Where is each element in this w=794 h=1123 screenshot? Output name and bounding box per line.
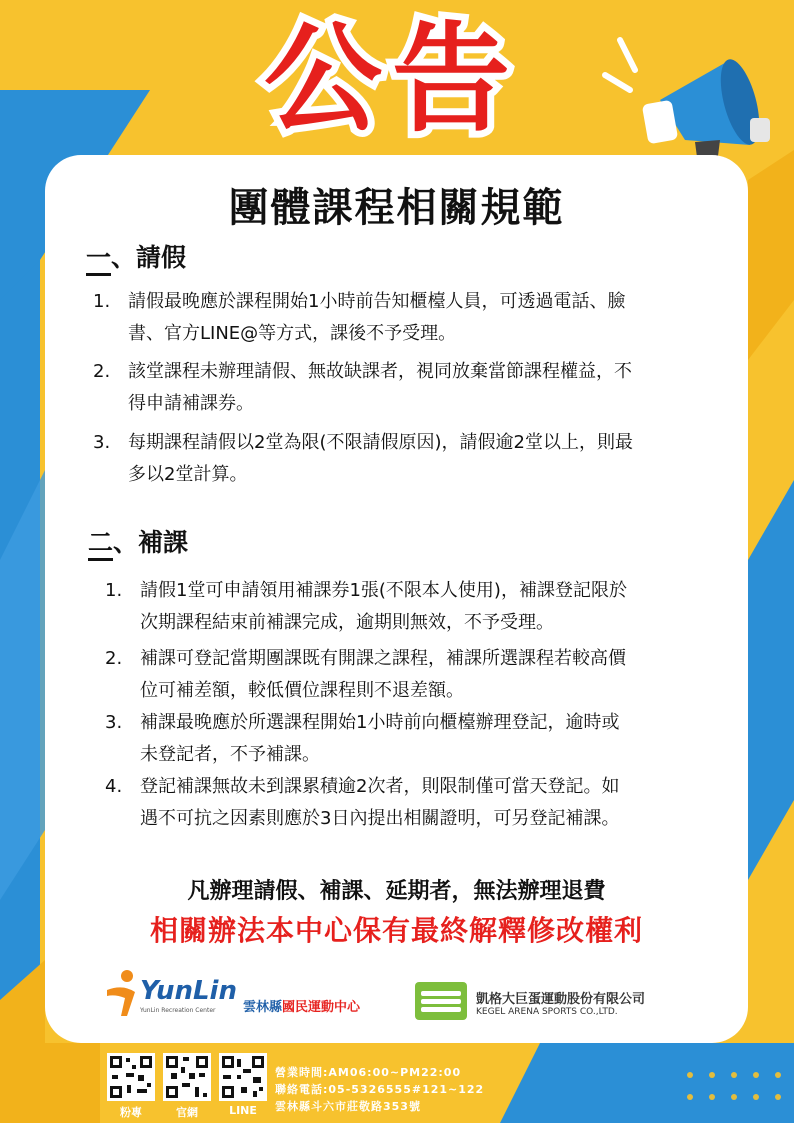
- list-item-number: 1.: [105, 580, 123, 601]
- list-item-number: 3.: [93, 432, 111, 453]
- notice-title-text: 公告: [263, 10, 521, 148]
- yunlin-center: 國民運動中心: [282, 1000, 361, 1015]
- list-item: [105, 707, 725, 771]
- list-item-text: 多以2堂計算。: [128, 464, 248, 485]
- list-item: [93, 356, 733, 420]
- list-item: [105, 575, 725, 639]
- no-refund-notice: 凡辦理請假、補課、延期者，無法辦理退費: [187, 879, 606, 904]
- business-hours: 營業時間:AM06:00~PM22:00: [275, 1066, 462, 1079]
- final-interpretation-notice: 相關辦法本中心保有最終解釋修改權利: [149, 914, 643, 947]
- list-item-number: 2.: [93, 361, 111, 382]
- qr-code-fanpage[interactable]: [107, 1053, 155, 1101]
- section-heading-number: 二: [88, 528, 113, 561]
- list-item-text: 請假最晚應於課程開始1小時前告知櫃檯人員，可透過電話、臉: [128, 291, 626, 312]
- address: 雲林縣斗六市莊敬路353號: [275, 1100, 421, 1113]
- list-item-text: 遇不可抗之因素則應於3日內提出相關證明，可另登記補課。: [140, 808, 620, 829]
- list-item: [105, 643, 725, 707]
- notice-title: [0, 0, 794, 150]
- list-item-text: 補課可登記當期團課既有開課之課程，補課所選課程若較高價: [140, 648, 626, 669]
- yunlin-subtitle: YunLin Recreation Center: [140, 1007, 216, 1014]
- list-item-number: 2.: [105, 648, 123, 669]
- kegel-english-name: KEGEL ARENA SPORTS CO.,LTD.: [476, 1007, 618, 1017]
- section-heading-label: 、請假: [111, 243, 187, 272]
- qr-label-fanpage: 粉專: [120, 1106, 142, 1119]
- section-heading-label: 、補課: [113, 528, 189, 557]
- qr-label-line: LINE: [229, 1104, 257, 1117]
- qr-label-website: 官網: [176, 1106, 198, 1119]
- list-item-text: 登記補課無故未到課累積逾2次者，則限制僅可當天登記。如: [140, 776, 620, 797]
- yunlin-logo-icon: [105, 968, 145, 1018]
- list-item-text: 位可補差額，較低價位課程則不退差額。: [140, 680, 464, 701]
- section-heading-makeup: [88, 523, 188, 559]
- yunlin-county: 雲林縣: [243, 1000, 283, 1015]
- list-item: [93, 427, 733, 491]
- list-item-text: 得申請補課券。: [128, 393, 254, 414]
- list-item-number: 3.: [105, 712, 123, 733]
- list-item-text: 該堂課程未辦理請假、無故缺課者，視同放棄當節課程權益，不: [128, 361, 632, 382]
- list-item: [93, 286, 733, 350]
- list-item-text: 請假1堂可申請領用補課券1張(不限本人使用)，補課登記限於: [140, 580, 627, 601]
- document-title: 團體課程相關規範: [228, 185, 565, 231]
- list-item-text: 每期課程請假以2堂為限(不限請假原因)，請假逾2堂以上，則最: [128, 432, 633, 453]
- qr-code-line[interactable]: [219, 1053, 267, 1101]
- list-item-text: 補課最晚應於所選課程開始1小時前向櫃檯辦理登記，逾時或: [140, 712, 620, 733]
- list-item-number: 4.: [105, 776, 123, 797]
- list-item-number: 1.: [93, 291, 111, 312]
- list-item-text: 書、官方LINE@等方式，課後不予受理。: [128, 323, 457, 344]
- section-heading-leave: [86, 238, 186, 274]
- yunlin-brand: YunLin: [140, 976, 237, 1006]
- section-heading-number: 一: [86, 243, 111, 276]
- list-item-text: 未登記者，不予補課。: [140, 744, 320, 765]
- list-item-text: 次期課程結束前補課完成，逾期則無效，不予受理。: [140, 612, 554, 633]
- qr-code-website[interactable]: [163, 1053, 211, 1101]
- kegel-company-name: 凱格大巨蛋運動股份有限公司: [476, 992, 646, 1007]
- list-item: [105, 771, 725, 835]
- contact-phone: 聯絡電話:05-5326555#121~122: [275, 1083, 485, 1096]
- kegel-logo-icon: [415, 982, 467, 1020]
- yunlin-center-name: [243, 996, 360, 1015]
